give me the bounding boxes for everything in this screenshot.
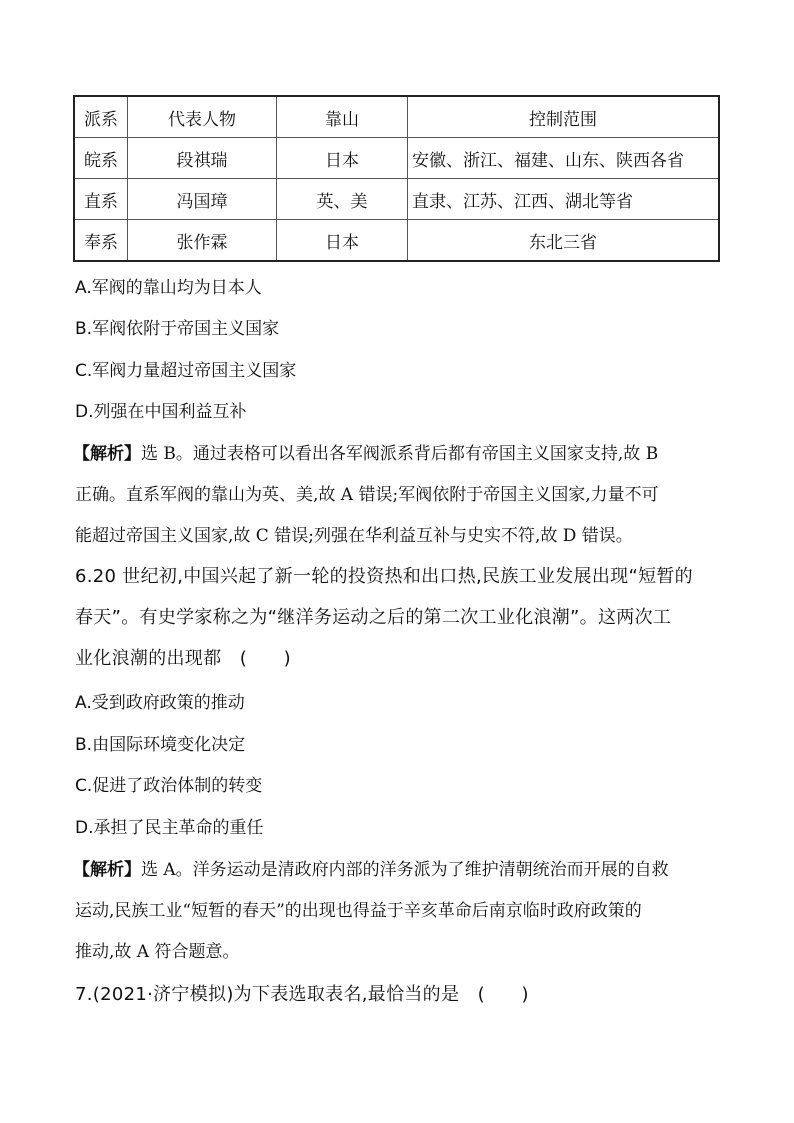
q5-option-d: D.列强在中国利益互补 — [75, 402, 247, 422]
analysis-tag: 【解析】 — [73, 860, 141, 880]
table-header-cell: 靠山 — [277, 96, 408, 138]
q6-stem-line-2: 春天”。有史学家称之为“继洋务运动之后的第二次工业化浪潮”。这两次工 — [75, 607, 672, 628]
table-cell: 东北三省 — [408, 220, 720, 262]
table-cell: 冯国璋 — [128, 179, 277, 220]
q5-analysis-line-3: 能超过帝国主义国家,故 C 错误;列强在华利益互补与史实不符,故 D 错误。 — [75, 526, 633, 546]
q5-option-c: C.军阀力量超过帝国主义国家 — [75, 361, 297, 381]
table-header-cell: 控制范围 — [408, 96, 720, 138]
q7-stem: 7.(2021·济宁模拟)为下表选取表名,最恰当的是 ( ) — [75, 984, 529, 1005]
table-row — [74, 220, 719, 262]
q6-option-a: A.受到政府政策的推动 — [75, 693, 245, 713]
q5-analysis-line-2: 正确。直系军阀的靠山为英、美,故 A 错误;军阀依附于帝国主义国家,力量不可 — [75, 485, 659, 505]
table-header-row — [74, 96, 719, 138]
table-cell: 奉系 — [74, 220, 128, 262]
warlord-faction-table — [73, 95, 720, 262]
q6-analysis-line-1 — [73, 859, 669, 881]
table-row — [74, 138, 719, 179]
analysis-tag: 【解析】 — [73, 444, 141, 464]
q6-analysis-text: 选 A。洋务运动是清政府内部的洋务派为了维护清朝统治而开展的自救 — [141, 860, 669, 880]
table-row — [74, 179, 719, 220]
table-cell: 直系 — [74, 179, 128, 220]
q5-analysis-text: 选 B。通过表格可以看出各军阀派系背后都有帝国主义国家支持,故 B — [141, 444, 659, 464]
q6-stem-line-3: 业化浪潮的出现都 ( ) — [75, 648, 291, 669]
table-cell: 日本 — [277, 220, 408, 262]
q6-option-d: D.承担了民主革命的重任 — [75, 818, 264, 838]
table-cell: 段祺瑞 — [128, 138, 277, 179]
table-header-cell: 派系 — [74, 96, 128, 138]
table-cell: 皖系 — [74, 138, 128, 179]
table-cell: 英、美 — [277, 179, 408, 220]
q6-stem-line-1: 6.20 世纪初,中国兴起了新一轮的投资热和出口热,民族工业发展出现“短暂的 — [75, 566, 693, 587]
table-cell: 安徽、浙江、福建、山东、陕西各省 — [408, 138, 720, 179]
table-header-cell: 代表人物 — [128, 96, 277, 138]
q6-option-c: C.促进了政治体制的转变 — [75, 776, 263, 796]
q5-analysis-line-1 — [73, 443, 658, 465]
q5-option-a: A.军阀的靠山均为日本人 — [75, 278, 262, 298]
table-cell: 直隶、江苏、江西、湖北等省 — [408, 179, 720, 220]
q6-analysis-line-2: 运动,民族工业“短暂的春天”的出现也得益于辛亥革命后南京临时政府政策的 — [75, 901, 642, 921]
q5-option-b: B.军阀依附于帝国主义国家 — [75, 319, 280, 339]
table-cell: 日本 — [277, 138, 408, 179]
q6-option-b: B.由国际环境变化决定 — [75, 735, 246, 755]
table-cell: 张作霖 — [128, 220, 277, 262]
q6-analysis-line-3: 推动,故 A 符合题意。 — [75, 942, 240, 962]
